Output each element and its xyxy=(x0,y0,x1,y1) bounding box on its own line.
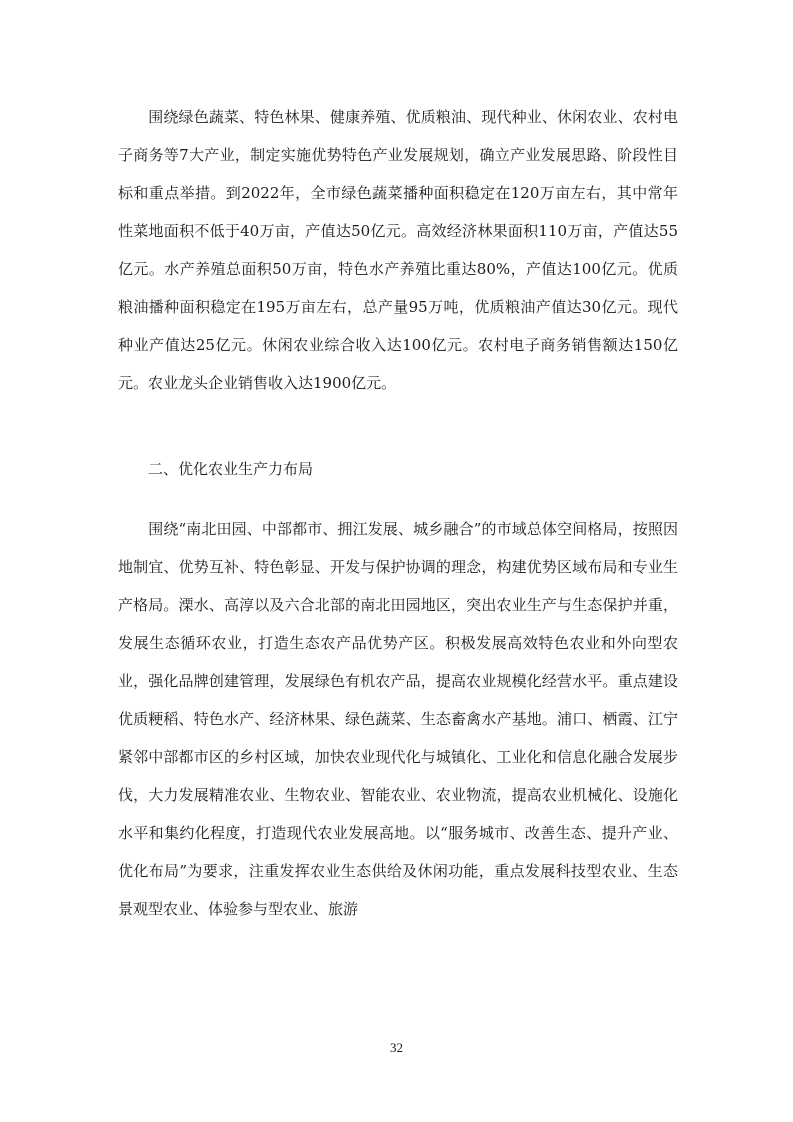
body-paragraph-2: 围绕“南北田园、中部都市、拥江发展、城乡融合”的市域总体空间格局，按照因地制宜、优势互补、特色彰显、开发与保护协调的理念，构建优势区域布局和专业生产格局。溧水、高淳以及六合北部的南北田园地区，突出农业生产与生态保护并重，发展生态循环农业，打造生态农产品优势产区。积极发展高效特色农业和外向型农业，强化品牌创建管理，发展绿色有机农产品，提高农业规模化经营水平。重点建设优质粳稻、特色水产、经济林果、绿色蔬菜、生态畜禽水产基地。浦口、栖霞、江宁紧邻中部都市区的乡村区域，加快农业现代化与城镇化、工业化和信息化融合发展步伐，大力发展精准农业、生物农业、智能农业、农业物流，提高农业机械化、设施化水平和集约化程度，打造现代农业发展高地。以“服务城市、改善生态、提升产业、优化布局”为要求，注重发挥农业生态供给及休闲功能，重点发展科技型农业、生态景观型农业、体验参与型农业、旅游 xyxy=(118,520,678,918)
body-paragraph-1: 围绕绿色蔬菜、特色林果、健康养殖、优质粮油、现代种业、休闲农业、农村电子商务等7大产业，制定实施优势特色产业发展规划，确立产业发展思路、阶段性目标和重点举措。到2022年，全市绿色蔬菜播种面积稳定在120万亩左右，其中常年性菜地面积不低于40万亩，产值达50亿元。高效经济林果面积110万亩，产值达55亿元。水产养殖总面积50万亩，特色水产养殖比重达80%，产值达100亿元。优质粮油播种面积稳定在195万亩左右，总产量95万吨，优质粮油产值达30亿元。现代种业产值达25亿元。休闲农业综合收入达100亿元。农村电子商务销售额达150亿元。农业龙头企业销售收入达1900亿元。 xyxy=(118,108,678,392)
page-number: 32 xyxy=(390,1040,403,1055)
section-heading: 二、优化农业生产力布局 xyxy=(118,460,314,478)
